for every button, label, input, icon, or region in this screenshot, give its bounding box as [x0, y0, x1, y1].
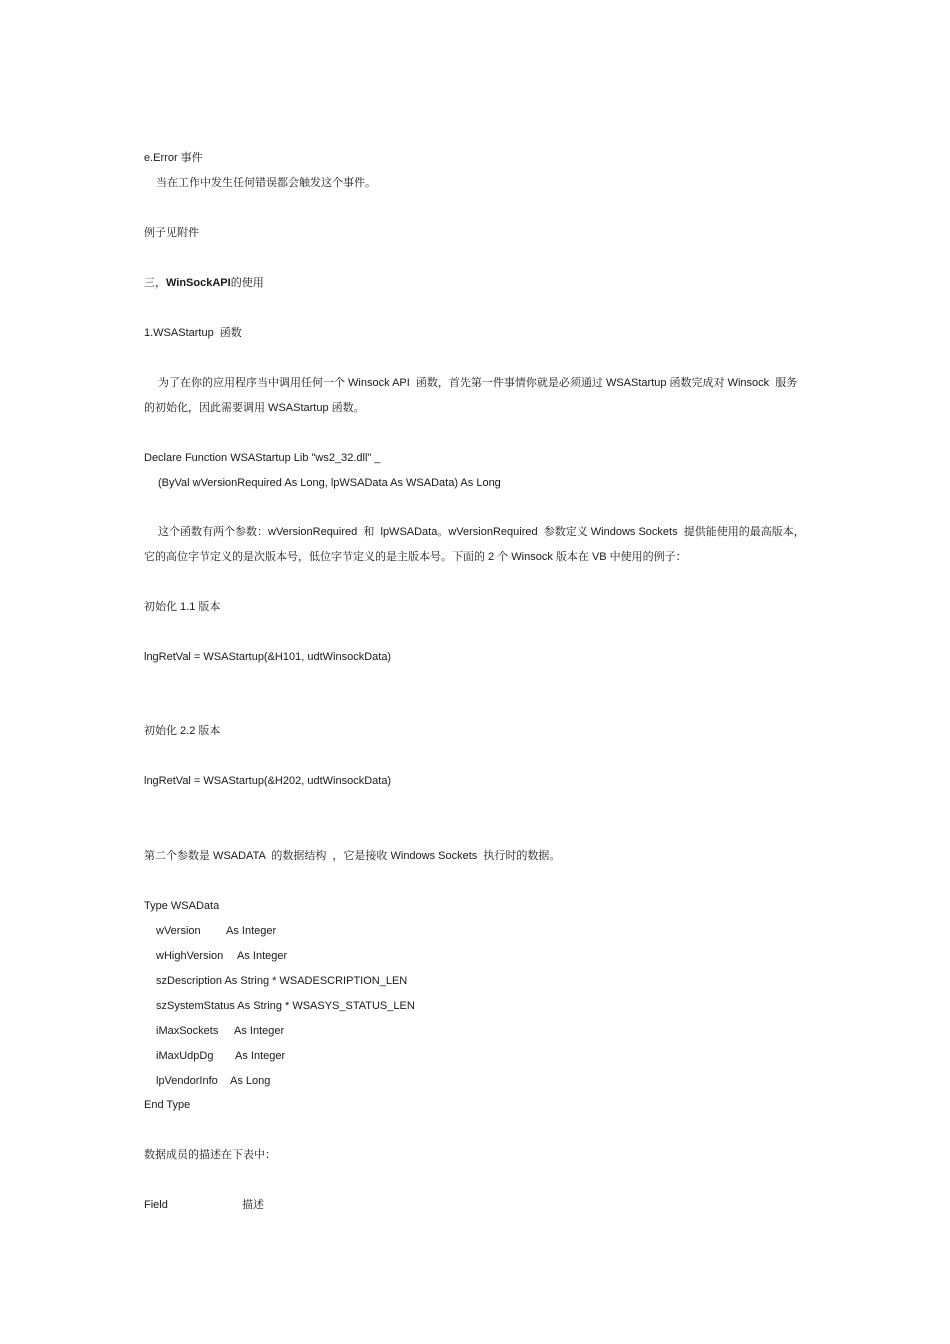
type-field-name: szDescription As String * WSADESCRIPTION_LEN [156, 975, 408, 987]
e-error-heading: e.Error 事件 [144, 152, 203, 164]
type-field-name: iMaxUdpDg [156, 1050, 214, 1062]
section-3-heading [144, 276, 264, 290]
type-field-row [156, 949, 287, 963]
section-3-bold-term: WinSockAPI [166, 277, 231, 289]
type-field-name: szSystemStatus As String * WSASYS_STATUS_LEN [156, 1000, 415, 1012]
type-field-row [156, 924, 276, 938]
init-2-2-label: 初始化 2.2 版本 [144, 725, 221, 737]
type-field-type: As Long [230, 1075, 271, 1087]
intro-paragraph-line-1: 为了在你的应用程序当中调用任何一个 Winsock API 函数，首先第一件事情你就是必须通过 WSAStartup 函数完成对 Winsock 服务 [158, 377, 798, 389]
type-field-row [156, 1049, 285, 1063]
type-field-row [156, 1024, 284, 1038]
type-field-row [156, 999, 415, 1013]
type-field-type: As Integer [234, 1025, 285, 1037]
type-start: Type WSAData [144, 900, 220, 912]
type-end: End Type [144, 1099, 191, 1111]
type-field-type: As Integer [226, 925, 277, 937]
intro-paragraph-line-2: 的初始化，因此需要调用 WSAStartup 函数。 [144, 402, 365, 414]
type-field-name: wHighVersion [156, 950, 224, 962]
type-field-row [156, 974, 407, 988]
e-error-description: 当在工作中发生任何错误都会触发这个事件。 [156, 177, 376, 189]
section-3-suffix: 的使用 [230, 277, 264, 289]
params-paragraph-line-2: 它的高位字节定义的是次版本号，低位字节定义的是主版本号。下面的 2 个 Winsock 版本在 VB 中使用的例子： [144, 551, 687, 563]
type-field-name: lpVendorInfo [156, 1075, 218, 1087]
init-1-1-label: 初始化 1.1 版本 [144, 601, 221, 613]
example-note: 例子见附件 [144, 227, 199, 239]
members-description: 数据成员的描述在下表中： [144, 1149, 276, 1161]
init-2-2-code: lngRetVal = WSAStartup(&H202, udtWinsockData) [144, 775, 392, 787]
section-3-prefix: 三， [144, 277, 166, 289]
second-param-description: 第二个参数是 WSADATA 的数据结构 ，它是接收 Windows Sockets 执行时的数据。 [144, 850, 561, 862]
table-header-field: Field [144, 1199, 168, 1211]
type-field-row [156, 1074, 270, 1088]
type-field-type: As Integer [237, 950, 288, 962]
wsastartup-heading: 1.WSAStartup 函数 [144, 327, 242, 339]
init-1-1-code: lngRetVal = WSAStartup(&H101, udtWinsockData) [144, 651, 392, 663]
type-field-type: As Integer [235, 1050, 286, 1062]
table-header-description: 描述 [242, 1199, 264, 1211]
type-field-name: wVersion [156, 925, 201, 937]
params-paragraph-line-1: 这个函数有两个参数：wVersionRequired 和 lpWSAData。wVersionRequired 参数定义 Windows Sockets 提供能使用的最高版本， [158, 526, 805, 538]
table-header-row [144, 1198, 264, 1212]
declare-code-line-2: (ByVal wVersionRequired As Long, lpWSAData As WSAData) As Long [158, 477, 501, 489]
declare-code-line-1: Declare Function WSAStartup Lib "ws2_32.dll" _ [144, 452, 381, 464]
type-field-name: iMaxSockets [156, 1025, 219, 1037]
